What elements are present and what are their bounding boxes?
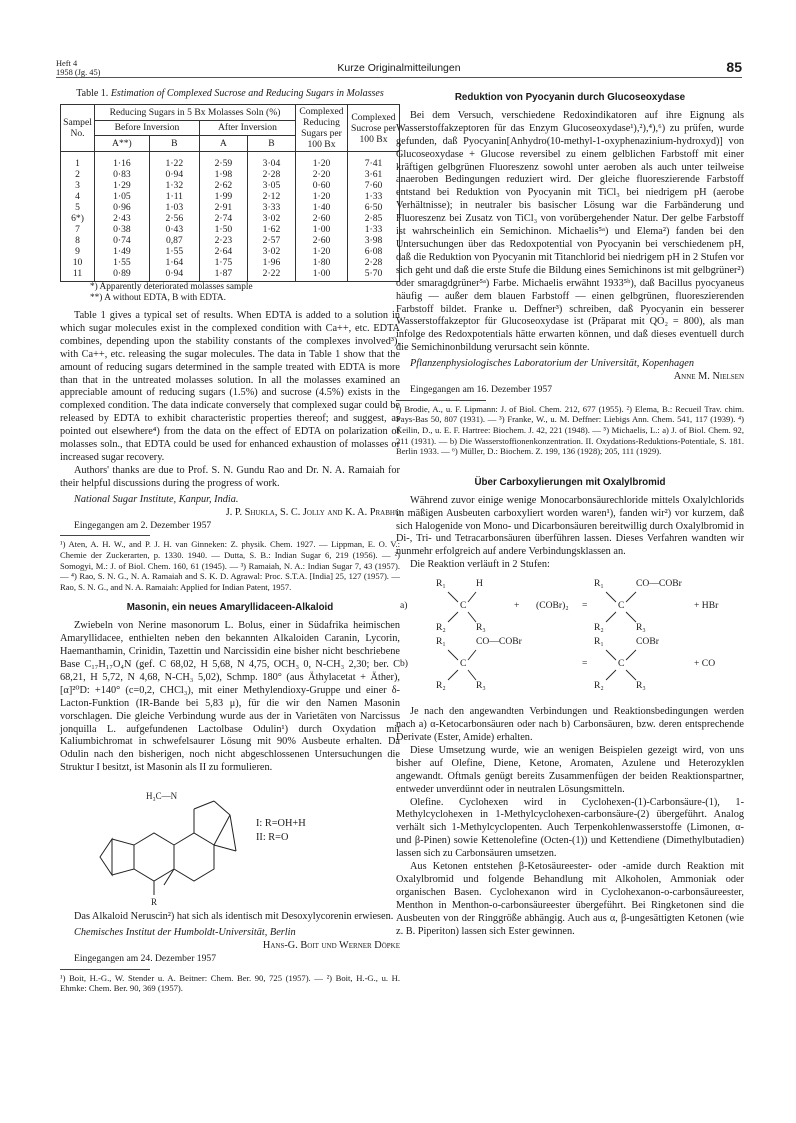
references: ¹) Aten, A. H. W., and P. J. H. van Ginneken: Z. physik. Chem. 1927. — Lippman, E. O. V.: Chemie der Zuckerarten, p. 1330. 1940. — Dutta, S. B.: Indian Sugar 6, 219 (1956). — ²) Somogyi, M.: J. of Biol. Chem. 160, 61 (1945). — ³) Ramaiah, N. A.: Indian Sugar 7, 43 (1957). — ⁴) Rao, S. N. G., N. A. Ramaiah and S. K. D. Agrawal: Proc. S.T.A. [India] 25, 127 (1957). — Rao, S. N. G., and N. A. Ramaiah: Applied for Indian Patent, 1957. [60,539,400,592]
col-b2: B [247,136,295,152]
table-cell: 2·43 [95,213,150,224]
table-cell: 3·61 [348,169,400,180]
table-row [61,268,400,282]
page-number: 85 [726,59,742,75]
scheme-r1: R₁ [436,578,446,590]
table-cell: 1·80 [296,257,348,268]
table-cell: 1·40 [296,202,348,213]
table-cell: 3·33 [247,202,295,213]
table-cell: 1·32 [149,180,199,191]
scheme-r2: R₂ [436,622,446,634]
table-cell: 5 [61,202,95,213]
table-row [61,257,400,268]
references: ¹) Boit, H.-G., W. Stender u. A. Beitner: Chem. Ber. 90, 725 (1957). — ²) Boit, H.-G., u. H. Ehmke: Chem. Ber. 90, 369 (1957). [60,972,400,994]
table-cell: 7·60 [348,180,400,191]
scheme-r2: R₂ [436,680,446,692]
table-cell: 2·28 [348,257,400,268]
table-cell: 2 [61,169,95,180]
table-cell: 1·55 [95,257,150,268]
table-row [61,202,400,213]
table-cell: 0·89 [95,268,150,282]
scheme-equals: = [582,658,588,670]
scheme-co: + CO [694,658,716,670]
col-before-inversion: Before Inversion [95,120,200,136]
table-cell: 2·62 [199,180,247,191]
table-cell: 1·29 [95,180,150,191]
scheme-label-a: a) [400,600,408,612]
section-title: Über Carboxylierungen mit Oxalylbromid [474,476,666,488]
table-note-2: **) A without EDTA, B with EDTA. [90,293,226,303]
table-cell: 1·20 [296,246,348,257]
table-cell: 2·56 [149,213,199,224]
scheme-r2: R₂ [594,622,604,634]
table-cell: 1·33 [348,224,400,235]
affiliation: National Sugar Institute, Kanpur, India. [74,493,239,505]
scheme-r2: R₂ [594,680,604,692]
paragraph: Aus Ketonen entstehen β-Ketosäureester- oder -amide durch Reaktion mit Oxalylbromid und folgende Behandlung mit Alkoholen, Ammoniak oder organischen Basen. Cyclohexanon wird in Cyclohexanon-o-carbonsäureester, Menthon in Menthon-o-carbonsäureester übergeführt. Bei Ringketonen sind die Ausbeuten von der Ringgröße abhängig. Auch aus α, β-ungesättigten Ketonen (wie z. B. Piperiton) lassen sich Ester gewinnen. [396,861,744,937]
table-row [61,235,400,246]
references: ¹) Brodie, A., u. F. Lipmann: J. of Biol. Chem. 212, 677 (1955). ²) Elema, B.: Recueil Trav. chim. Pays-Bas 50, 807 (1931). — ³) Franke, W., u. M. Deffner: Liebigs Ann. Chem. 541, 117 (1939). ⁴) Keilin, D., u. E. F. Hartree: Biochem. J. 42, 221 (1948). — ⁵) Michaelis, L.: a) J. of Biol. Chem. 92, 211 (1931). — b) Die Wasserstoffionenkonzentration. II. Oxydations-Reduktions-Potentiale, S. 181. Berlin 1933. — ⁶) Müller, D.: Biochem. Z. 199, 136 (1928); 205, 111 (1929). [396,403,744,457]
table-cell: 1·49 [95,246,150,257]
scheme-r3: R₃ [476,680,486,692]
col-a-star: A**) [95,136,150,152]
issue-year: 1958 (Jg. 45) [56,68,101,77]
paragraph: Table 1 gives a typical set of results. When EDTA is added to a solution in which sugar molecules exist in the complexed condition with Ca++, etc. EDTA combines, depending upon the stability constants of the complexes involved³), with Ca++, etc. releasing the sugar molecules. The data in Table 1 show that the amount of reducing sugars determined in the sample treated with EDTA is more than that in the untreated molasses solution. In all the molasses examined an appreciable amount of reducing sugars (1.5%) and sucrose (4.5%) exists in the complexed condition. The data indicate conversely that complexed sugar could be released by EDTA to exhibit characteristic properties thereof; and suggest, as pointed out elsewhere⁴) from the data on the effect of EDTA on polarization of molasses soln., that EDTA could be used for enhanced exhaustion of molasses or increased sugar recovery. [60,310,400,463]
scheme-hbr: + HBr [694,600,719,612]
authors: Hans-G. Boit und Werner Döpke [262,939,400,951]
section-title: Reduktion von Pyocyanin durch Glucoseoxydase [454,92,686,103]
divider [60,969,150,970]
paragraph: Je nach den angewandten Verbindungen und Reaktionsbedingungen werden nach a) α-Ketocarbonsäuren oder nach b) Carbonsäuren, bzw. deren entsprechende Derivate (Ester, Amide) erhalten. [396,706,744,743]
table-cell: 3·02 [247,246,295,257]
table-cell: 1·64 [149,257,199,268]
paragraph: Bei dem Versuch, verschiedene Redoxindikatoren auf ihre Eignung als Wasserstoffakzeptoren für das Enzym Glucoseoxydase¹),²),⁴),⁶) zu prüfen, wurde gefunden, daß Pyocyanin[Anhydro(10-methyl-1-oxyphenazinium-hydroxyd)] von Glucoseoxydase + Glucose reversibel zu einem gelblichen Farbstoff mit einer kräftigen gelbgrünen Fluoreszenz sowohl unter aeroben als auch unter teilweise anaeroben Bedingungen reduziert wird. Der gleiche fluoreszierende Farbstoff entstand bei Reduktion von Pyocyanin mit TiCl₃ bei niedrigem pH (aerobe Verhältnisse); in neutraler bis basischer Lösung war die Farbänderung und Fluoreszenz bei Zusatz von TiCl₃ von vorübergehender Natur. Der gelbe Farbstoff ist wahrscheinlich ein Semichinon. Michaelis⁵ᵃ) und Elema²) fanden bei den Untersuchungen über das Redoxpotential von Pyocyanin bei verschiedenem pH, daß die Reduktion von Pyocyanin mit Titanchlorid bei niedrigem pH in 2 Stufen vor sich geht und daß die erste Stufe die Bildung eines Semichinons ist mit gelbgrüner²) oder smaragdgrüner⁵ᵃ) Farbe. Michaelis erwähnt 1933⁵ᵇ), daß Bacillus pyocyaneus häufig — außer dem blauen Farbstoff — einen gelbgrünen, fluoreszierenden Farbstoff bildet. Franke u. Deffner³) schreiben, daß Pyocyanin ein besserer Wasserstoffakzeptor für Glucoseoxydase ist (Präparat mit QO₂ = 800), als man infolge des Redoxpotentials hätte erwarten können, und daß dieses eventuell durch die Semichinonbildung verursacht sein könnte. [396,109,744,354]
paragraph: Das Alkaloid Neruscin²) hat sich als identisch mit Desoxylycorenin erwiesen. [74,911,394,923]
paragraph: Zwiebeln von Nerine masonorum L. Bolus, einer in Südafrika heimischen Amaryllidacee, enthielten neben den bekannten Alkaloiden Caranin, Lycorin, Haemanthamin, Crinidin, Tazettin und Narcissidin eine bisher nicht beschriebene Base C₁₇H₁₇O₄N (gef. C 68,02, H 5,68, N 4,75, OCH₃ 0, N-CH₃ 2,30; ber. C 68,21, H 5,72, N 4,68, N-CH₃ 5,02), Schmp. 180° (aus Äthylacetat + Äther), [α]²⁰D: +140° (c=0,2, CHCl₃), mit einer Methylendioxy-Gruppe und einer δ-Lacton-Funktion (IR-Bande bei 5,83 μ), für die wir den Namen Masonin vorschlagen. Die gleiche Verbindung wurde aus der in Varietäten von Narcissus jonquilla L. aufgefundenen Lactolbase Odulin¹) durch Oxydation mit Kaliumbichromat in schwefelsaurer Lösung mit 90% Ausbeute erhalten. Da Odulin nach den bisherigen, noch nicht abgeschlossenen Untersuchungen die Struktur I besitzt, ist Masonin als II zu formulieren. [60,620,400,774]
structure-label-i: I: R=OH+H [256,818,306,830]
table-cell: 2·20 [296,169,348,180]
table-cell: 2·85 [348,213,400,224]
reaction-bonds [396,578,744,698]
affiliation: Chemisches Institut der Humboldt-Universität, Berlin [74,927,296,939]
table-note-1: *) Apparently deteriorated molasses sample [90,282,253,292]
table-caption [60,88,400,100]
authors: Anne M. Nielsen [673,371,744,383]
table-cell: 3·05 [247,180,295,191]
table-cell: 0·74 [95,235,150,246]
paragraph: Während zuvor einige wenige Monocarbonsäurechloride mittels Oxalylchlorids in mäßigen Ausbeuten carboxyliert worden waren¹), fanden wir²) vor kurzem, daß sich Halogenide von Mono- und Dicarbonsäuren bereitwillig durch Oxalylbromid in Di-, Tri- und Tetracarbonsäuren überführen lassen. Dieses Verfahren wandten wir nunmehr erfolgreich auf andere Verbindungsklassen an. [396,494,745,558]
table-cell: 3 [61,180,95,191]
masonin-structure-figure [60,779,400,907]
table-row [61,180,400,191]
scheme-r3: R₃ [636,622,646,634]
table-cell: 1·05 [95,191,150,202]
table-cell: 2·74 [199,213,247,224]
col-sample: Sampel No. [61,105,95,152]
structure-diagram [60,779,260,907]
sugar-table [60,104,400,282]
table-row [61,152,400,170]
col-b: B [149,136,199,152]
scheme-c: C [460,658,467,670]
table-cell: 3·04 [247,152,295,170]
scheme-equals: = [582,600,588,612]
table-row [61,246,400,257]
scheme-r3: R₃ [476,622,486,634]
table-cell: 2·12 [247,191,295,202]
table-cell: 3·98 [348,235,400,246]
scheme-co-cobr: CO—COBr [636,578,682,590]
col-complexed-sucrose: Complexed Sucrose per 100 Bx [348,105,400,152]
col-a: A [199,136,247,152]
table-cell: 1·20 [296,152,348,170]
scheme-label-b: b) [400,658,408,670]
table-cell: 7·41 [348,152,400,170]
table-row [61,213,400,224]
table-cell: 1·11 [149,191,199,202]
table-cell: 2·60 [296,235,348,246]
divider [60,535,150,536]
scheme-r1: R₁ [594,578,604,590]
table-caption-prefix: Table 1. [76,88,109,99]
table-cell: 2·91 [199,202,247,213]
journal-section: Kurze Originalmitteilungen [337,62,461,74]
scheme-c: C [618,600,625,612]
table-cell: 1·62 [247,224,295,235]
table-cell: 1·55 [149,246,199,257]
divider [396,400,486,401]
paragraph: Die Reaktion verläuft in 2 Stufen: [410,559,550,571]
scheme-c: C [460,600,467,612]
table-body [61,152,400,282]
table-cell: 2·59 [199,152,247,170]
col-reducing-group: Reducing Sugars in 5 Bx Molasses Soln (%) [95,105,296,121]
table-cell: 1·00 [296,268,348,282]
table-cell: 2·22 [247,268,295,282]
table-cell: 0·60 [296,180,348,191]
table-cell: 2·23 [199,235,247,246]
table-cell: 1·50 [199,224,247,235]
table-cell: 1·22 [149,152,199,170]
received-date: Eingegangen am 24. Dezember 1957 [74,952,216,964]
table-cell: 1·96 [247,257,295,268]
left-column [60,88,400,994]
scheme-r1: R₁ [594,636,604,648]
affiliation: Pflanzenphysiologisches Laboratorium der Universität, Kopenhagen [410,358,695,370]
reaction-scheme [396,578,744,698]
table-cell: 3·02 [247,213,295,224]
paragraph: Authors' thanks are due to Prof. S. N. Gundu Rao and Dr. N. A. Ramaiah for their helpful discussions during the progress of work. [60,464,400,489]
table-cell: 1·98 [199,169,247,180]
table-cell: 6·08 [348,246,400,257]
table-cell: 1·99 [199,191,247,202]
table-cell: 2·57 [247,235,295,246]
table-cell: 8 [61,235,95,246]
structure-label-ii: II: R=O [256,832,289,844]
h3c-n-label: H₃C—N [146,791,178,802]
page-header [56,42,742,78]
table-cell: 1·03 [149,202,199,213]
table-cell: 0·94 [149,268,199,282]
scheme-plus: + [514,600,520,612]
structure-labels [256,817,306,845]
table-cell: 1·00 [296,224,348,235]
col-complexed-reducing: Complexed Reducing Sugars per 100 Bx [296,105,348,152]
table-cell: 2·64 [199,246,247,257]
table-row [61,224,400,235]
issue-number: Heft 4 [56,59,78,68]
table-row [61,169,400,180]
table-cell: 0·43 [149,224,199,235]
table-cell: 11 [61,268,95,282]
paragraph: Diese Umsetzung wurde, wie an wenigen Beispielen gezeigt wird, von uns bisher auf Olefine, Diene, Ketone, Aromaten, Azulene und Heterozyklen angewandt. Oftmals genügt bereits Zusammenfügen der beiden Reaktionspartner, entweder unverdünnt oder in neutralen Lösungsmitteln. [396,744,744,795]
scheme-co-cobr: CO—COBr [476,636,522,648]
table-cell: 9 [61,246,95,257]
table-cell: 1 [61,152,95,170]
authors: J. P. Shukla, S. C. Jolly and K. A. Prabhu [225,506,400,518]
table-cell: 6·50 [348,202,400,213]
col-after-inversion: After Inversion [199,120,295,136]
scheme-reagent: (COBr)₂ [536,600,569,612]
table-cell: 0·83 [95,169,150,180]
scheme-cobr: COBr [636,636,659,648]
received-date: Eingegangen am 2. Dezember 1957 [74,519,212,531]
table-cell: 10 [61,257,95,268]
table-cell: 0·94 [149,169,199,180]
r-label: R [151,897,158,908]
scheme-h: H [476,578,483,590]
table-cell: 0·38 [95,224,150,235]
scheme-r1: R₁ [436,636,446,648]
table-cell: 5·70 [348,268,400,282]
table-cell: 0·96 [95,202,150,213]
table-cell: 1·87 [199,268,247,282]
table-cell: 2·60 [296,213,348,224]
table-caption-title: Estimation of Complexed Sucrose and Reducing Sugars in Molasses [110,88,384,99]
table-cell: 6*) [61,213,95,224]
table-cell: 7 [61,224,95,235]
table-cell: 0,87 [149,235,199,246]
section-title: Masonin, ein neues Amaryllidaceen-Alkaloid [126,602,334,614]
table-cell: 1·16 [95,152,150,170]
right-column [396,88,744,938]
paragraph: Olefine. Cyclohexen wird in Cyclohexen-(1)-Carbonsäure-(1), 1-Methylcyclohexen in 1-Methylcyclohexen-carbonsäure-(2) übergeführt. Analog verhält sich 1-Methylcyclopenten. Auch Terpenkohlenwasserstoffe (Limonen, α- und β-Pinen) sowie Kettenolefine (Octen-(1)) und Kettendiene (Dimethylbutadien) lassen sich zu Carbonsäuren umsetzen. [396,796,744,860]
table-cell: 2·28 [247,169,295,180]
table-cell: 1·75 [199,257,247,268]
table-cell: 4 [61,191,95,202]
scheme-r3: R₃ [636,680,646,692]
scheme-c: C [618,658,625,670]
table-row [61,191,400,202]
received-date: Eingegangen am 16. Dezember 1957 [410,383,552,395]
table-cell: 1·33 [348,191,400,202]
table-cell: 1·20 [296,191,348,202]
